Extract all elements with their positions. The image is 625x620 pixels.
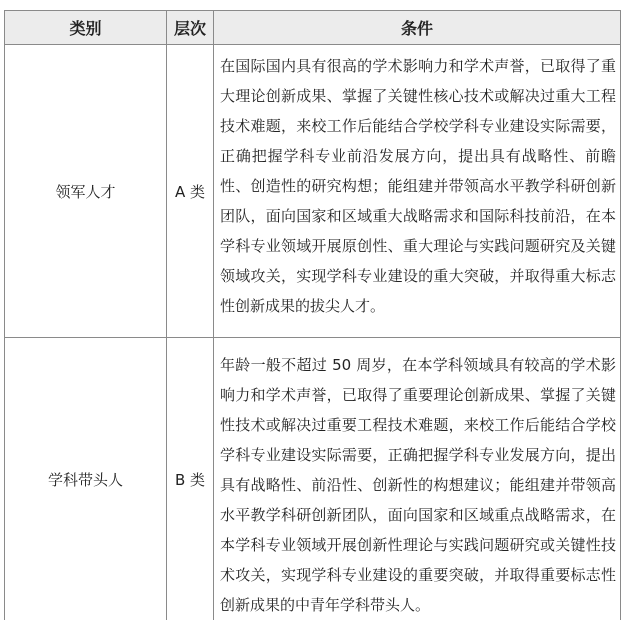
talent-criteria-table [4,10,621,620]
level-cell: B 类 [167,338,214,620]
table-row [5,338,621,620]
condition-cell: 在国际国内具有很高的学术影响力和学术声誉，已取得了重大理论创新成果、掌握了关键性核心技术或解决过重大工程技术难题，来校工作后能结合学校学科专业建设实际需要，正确把握学科专业前沿发展方向，提出具有战略性、前瞻性、创造性的研究构想；能组建并带领高水平教学科研创新团队，面向国家和区域重大战略需求和国际科技前沿，在本学科专业领域开展原创性、重大理论与实践问题研究及关键领域攻关，实现学科专业建设的重大突破，并取得重大标志性创新成果的拔尖人才。 [214,45,621,338]
header-category: 类别 [5,11,167,45]
condition-cell: 年龄一般不超过 50 周岁，在本学科领域具有较高的学术影响力和学术声誉，已取得了重要理论创新成果、掌握了关键性技术或解决过重要工程技术难题，来校工作后能结合学校学科专业建设实际需要，正确把握学科专业发展方向，提出具有战略性、前沿性、创新性的构想建议；能组建并带领高水平教学科研创新团队，面向国家和区域重点战略需求，在本学科专业领域开展创新性理论与实践问题研究或关键性技术攻关，实现学科专业建设的重要突破，并取得重要标志性创新成果的中青年学科带头人。 [214,338,621,620]
level-cell: A 类 [167,45,214,338]
table-row [5,45,621,338]
category-cell: 领军人才 [5,45,167,338]
header-row [5,11,621,45]
header-level: 层次 [167,11,214,45]
category-cell: 学科带头人 [5,338,167,620]
header-condition: 条件 [214,11,621,45]
